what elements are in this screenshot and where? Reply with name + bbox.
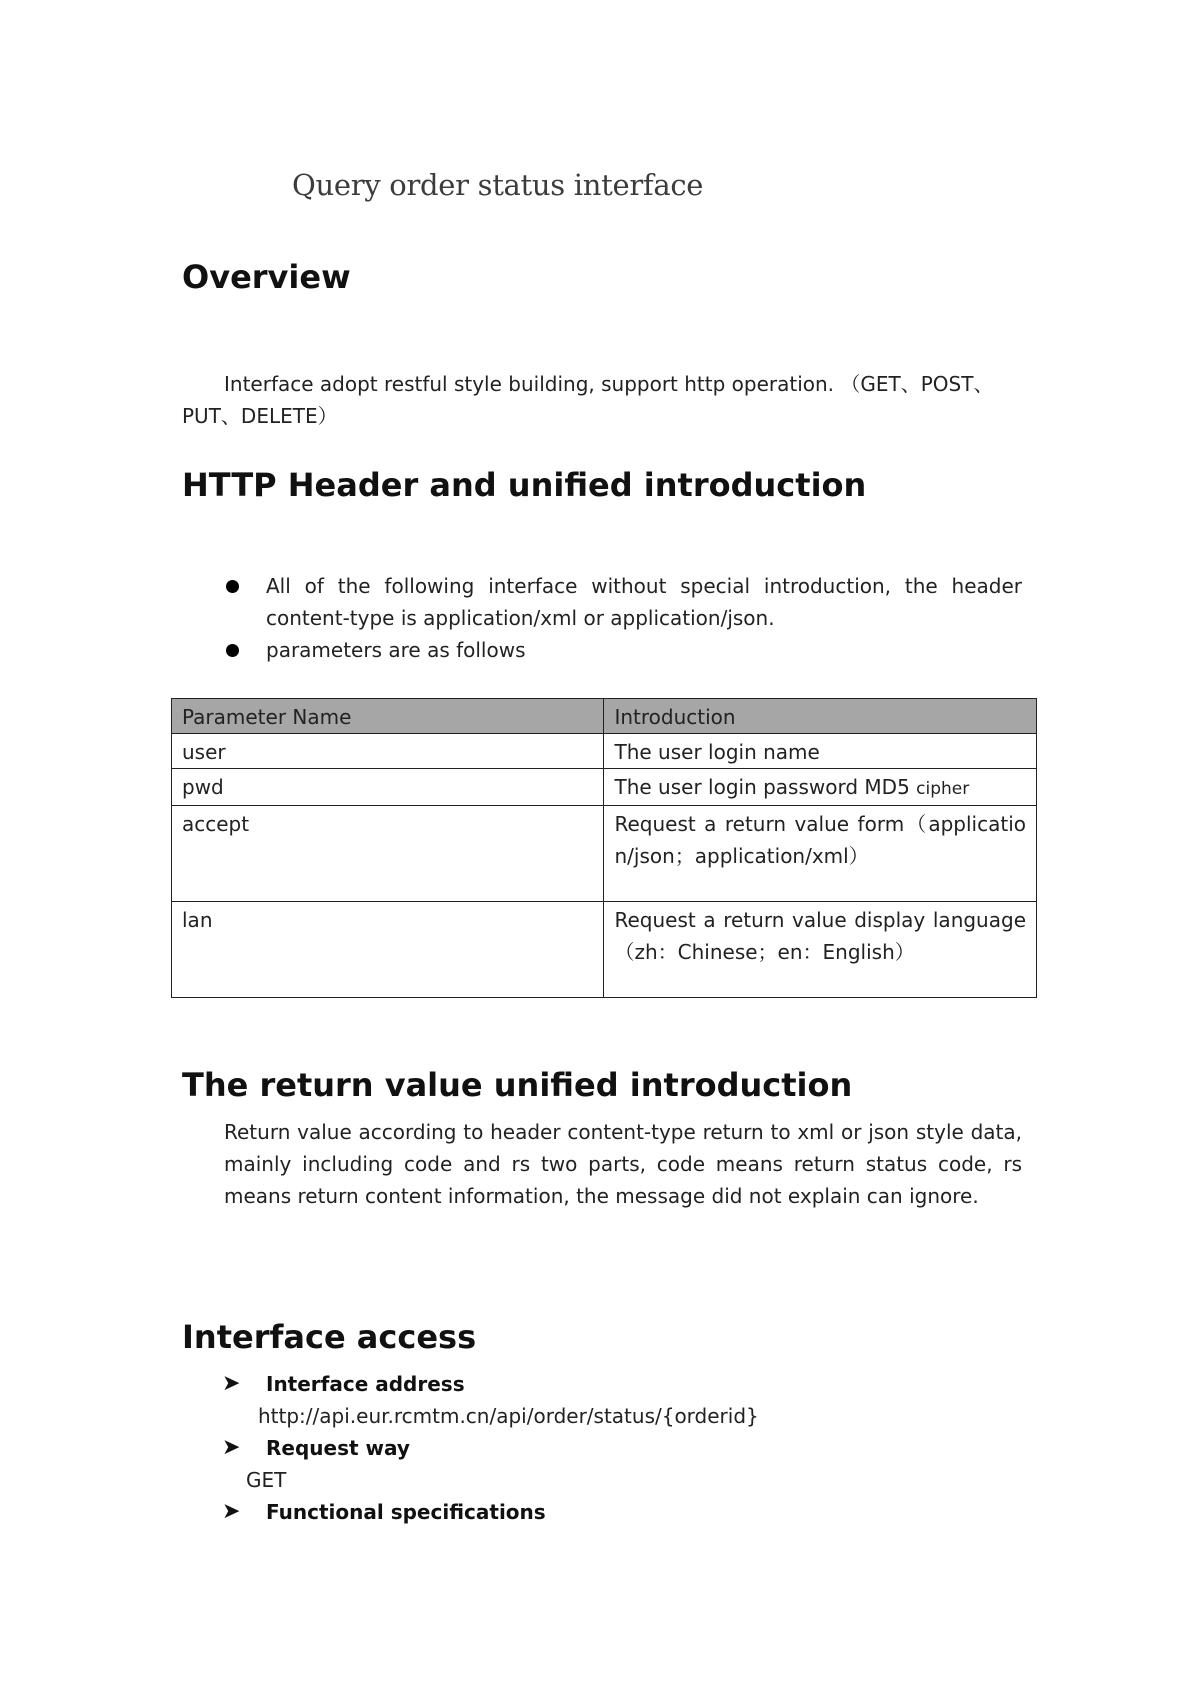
- interface-address-url: http://api.eur.rcmtm.cn/api/order/status/{orderid}: [258, 1404, 759, 1428]
- param-intro-suffix: cipher: [916, 779, 970, 799]
- access-item-label: Interface address: [266, 1372, 465, 1396]
- param-intro-cell: The user login name: [604, 734, 1037, 769]
- access-item: [222, 1368, 1022, 1432]
- interface-access-list: [222, 1368, 1022, 1528]
- table-row: [172, 902, 1037, 998]
- access-item-label: Request way: [266, 1436, 410, 1460]
- column-header: Parameter Name: [172, 699, 604, 734]
- document-title: Query order status interface: [292, 168, 704, 202]
- param-intro-cell: Request a return value display language （zh：Chinese；en：English）: [604, 902, 1037, 998]
- parameters-table: [171, 698, 1037, 998]
- table-row: [172, 806, 1037, 902]
- param-name-cell: accept: [172, 806, 604, 902]
- bullet-dot-icon: [226, 644, 239, 657]
- overview-heading: Overview: [182, 258, 351, 296]
- param-intro-cell: The user login password MD5 cipher: [604, 769, 1037, 806]
- param-name-cell: pwd: [172, 769, 604, 806]
- bullet-item: All of the following interface without special introduction, the header content-type is application/xml or application/json.: [222, 570, 1022, 634]
- bullet-item: parameters are as follows: [222, 634, 1022, 666]
- access-item-label: Functional specifications: [266, 1500, 546, 1524]
- interface-access-heading: Interface access: [182, 1318, 477, 1356]
- bullet-dot-icon: [226, 580, 239, 593]
- access-item: [222, 1496, 1022, 1528]
- access-item: [222, 1432, 1022, 1496]
- return-value-text: Return value according to header content-type return to xml or json style data, mainly including code and rs two parts, code means return status code, rs means return content information, the message did not explain can ignore.: [224, 1120, 1022, 1208]
- param-name-cell: user: [172, 734, 604, 769]
- http-header-bullet-list: [222, 570, 1022, 666]
- arrow-bullet-icon: ➤: [222, 1499, 241, 1524]
- arrow-bullet-icon: ➤: [222, 1371, 241, 1396]
- return-value-heading: The return value unified introduction: [182, 1066, 853, 1104]
- overview-text: Interface adopt restful style building, support http operation. （GET、POST、PUT、DELETE）: [182, 372, 994, 428]
- param-name-cell: lan: [172, 902, 604, 998]
- column-header: Introduction: [604, 699, 1037, 734]
- table-row: [172, 769, 1037, 806]
- table-header-row: [172, 699, 1037, 734]
- table-row: [172, 734, 1037, 769]
- param-intro-cell: Request a return value form（application/json；application/xml）: [604, 806, 1037, 902]
- http-header-heading: HTTP Header and unified introduction: [182, 466, 867, 504]
- request-method-value: GET: [246, 1468, 287, 1492]
- arrow-bullet-icon: ➤: [222, 1435, 241, 1460]
